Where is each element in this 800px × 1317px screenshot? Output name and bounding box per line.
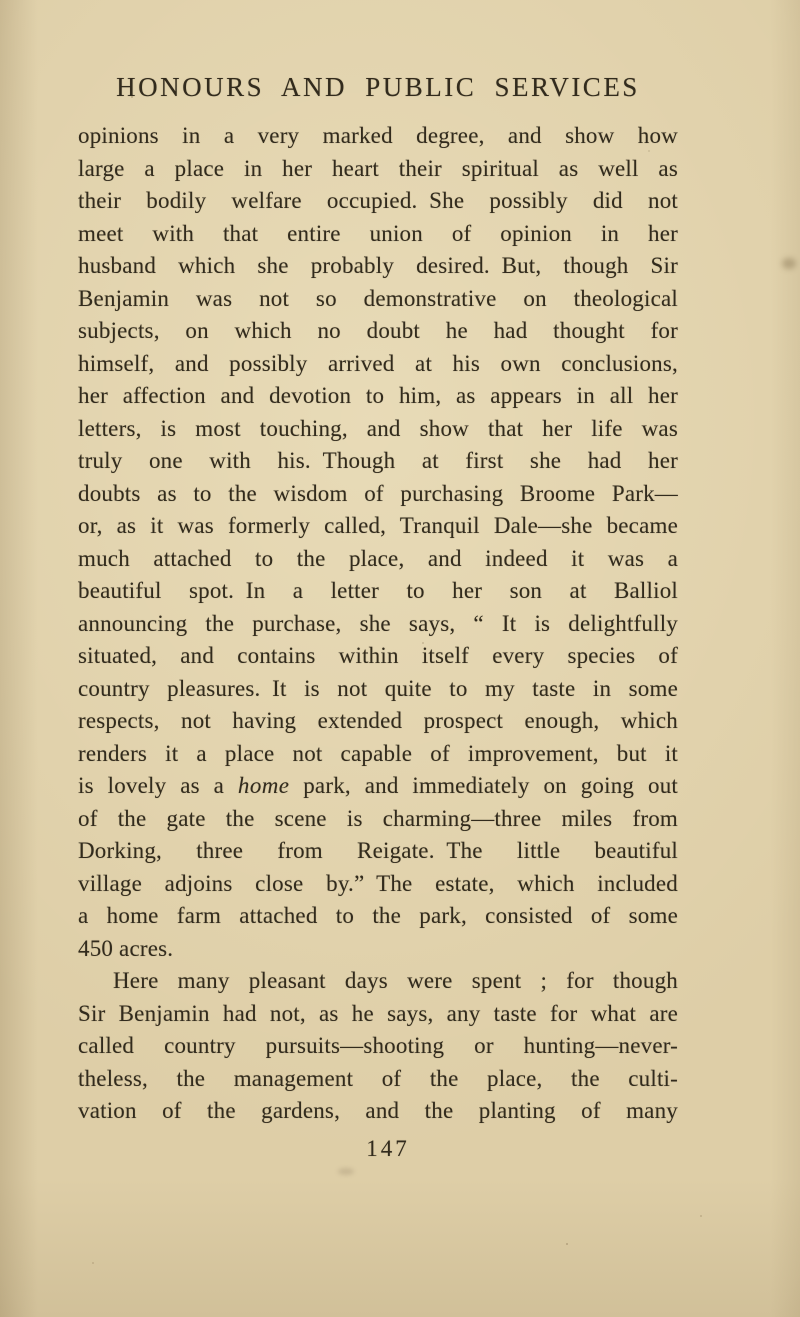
text-line: or, as it was formerly called, Tranquil Dale—she became	[78, 513, 678, 538]
text-line: himself, and possibly arrived at his own conclusions,	[78, 350, 678, 376]
text-line: their bodily welfare occupied. She possibly did not	[78, 188, 678, 213]
text-line: of the gate the scene is charming—three miles from	[78, 805, 678, 831]
text-line: announcing the purchase, she says, “ It is delightfully	[78, 610, 678, 636]
text-line: beautiful spot. In a letter to her son at Balliol	[78, 578, 678, 603]
text-line: Benjamin was not so demonstrative on theological	[78, 285, 678, 311]
body-text	[78, 120, 678, 1128]
paper-smudge	[338, 1168, 354, 1175]
text-line: theless, the management of the place, the culti-	[78, 1065, 678, 1091]
paper-smudge	[782, 258, 796, 269]
text-line: called country pursuits—shooting or hunting—never-	[78, 1033, 678, 1058]
text-line: situated, and contains within itself every species of	[78, 643, 678, 668]
text-line: 450 acres.	[78, 935, 174, 961]
text-line: opinions in a very marked degree, and show how	[78, 123, 678, 148]
text-line: Sir Benjamin had not, as he says, any taste for what are	[78, 1000, 678, 1026]
text-line: is lovely as a home park, and immediately on going out	[78, 773, 678, 798]
text-line: her affection and devotion to him, as appears in all her	[78, 383, 678, 408]
text-line: renders it a place not capable of improvement, but it	[78, 740, 678, 766]
text-line: truly one with his. Though at first she had her	[78, 448, 678, 473]
page-number: 147	[366, 1136, 410, 1161]
text-line: village adjoins close by.” The estate, which included	[78, 870, 678, 896]
text-line: a home farm attached to the park, consisted of some	[78, 903, 678, 928]
text-line: vation of the gardens, and the planting of many	[78, 1098, 678, 1123]
text-line: Here many pleasant days were spent ; for though	[113, 968, 678, 993]
text-line: country pleasures. It is not quite to my taste in some	[78, 675, 678, 701]
running-header: HONOURS AND PUBLIC SERVICES	[116, 72, 640, 102]
text-line: respects, not having extended prospect enough, which	[78, 708, 678, 733]
paper-speckles	[0, 0, 2, 2]
text-line: husband which she probably desired. But, though Sir	[78, 253, 678, 278]
text-line: large a place in her heart their spiritual as well as	[78, 155, 678, 181]
text-line: subjects, on which no doubt he had thought for	[78, 318, 678, 343]
text-line: doubts as to the wisdom of purchasing Broome Park—	[78, 480, 678, 506]
text-line: much attached to the place, and indeed it was a	[78, 545, 678, 571]
text-line: meet with that entire union of opinion in her	[78, 220, 678, 246]
text-line: letters, is most touching, and show that her life was	[78, 415, 678, 441]
text-line: Dorking, three from Reigate. The little beautiful	[78, 838, 678, 863]
